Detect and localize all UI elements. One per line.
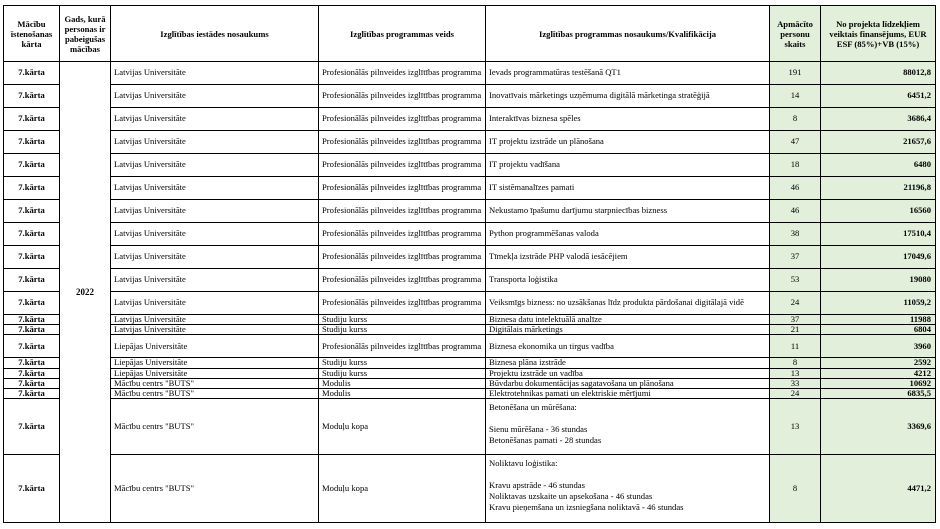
program-type-cell: Profesionālās pilnveides izglītības programma — [319, 154, 486, 177]
table-row — [4, 358, 936, 368]
program-type-cell: Studiju kurss — [319, 358, 486, 368]
institution-cell: Latvijas Universitāte — [111, 131, 319, 154]
count-cell: 18 — [770, 154, 821, 177]
count-cell: 8 — [770, 455, 821, 523]
table-row — [4, 315, 936, 325]
count-cell: 46 — [770, 200, 821, 223]
program-name-line: Noliktavas uzskaite un apsekošana - 46 stundas — [489, 491, 653, 502]
funding-cell: 10692 — [821, 378, 936, 388]
table-row — [4, 399, 936, 455]
count-cell: 13 — [770, 399, 821, 455]
program-name-line — [489, 413, 766, 424]
table-row — [4, 108, 936, 131]
program-type-cell: Profesionālās pilnveides izglītības programma — [319, 131, 486, 154]
table-row — [4, 200, 936, 223]
funding-cell: 11988 — [821, 315, 936, 325]
institution-cell: Latvijas Universitāte — [111, 200, 319, 223]
funding-cell: 6451,2 — [821, 85, 936, 108]
program-name-line: Betonēšanas pamati - 28 stundas — [489, 435, 602, 446]
count-cell: 24 — [770, 389, 821, 399]
table-row — [4, 335, 936, 358]
count-cell: 47 — [770, 131, 821, 154]
institution-cell: Latvijas Universitāte — [111, 62, 319, 85]
karta-cell: 7.kārta — [4, 378, 60, 388]
funding-cell: 6835,5 — [821, 389, 936, 399]
karta-cell: 7.kārta — [4, 335, 60, 358]
year-cell: 2022 — [60, 62, 111, 523]
institution-cell: Liepājas Universitāte — [111, 368, 319, 378]
karta-cell: 7.kārta — [4, 246, 60, 269]
karta-cell: 7.kārta — [4, 292, 60, 315]
program-name-cell: Biznesa datu intelektuālā analīze — [486, 315, 770, 325]
karta-cell: 7.kārta — [4, 223, 60, 246]
header-funding: No projekta līdzekļiem veiktais finansējums, EUR ESF (85%)+VB (15%) — [821, 6, 936, 62]
institution-cell: Liepājas Universitāte — [111, 358, 319, 368]
table-row — [4, 62, 936, 85]
karta-cell: 7.kārta — [4, 269, 60, 292]
table-row — [4, 223, 936, 246]
institution-cell: Latvijas Universitāte — [111, 223, 319, 246]
count-cell: 46 — [770, 177, 821, 200]
program-type-cell: Modulis — [319, 389, 486, 399]
funding-cell: 17510,4 — [821, 223, 936, 246]
program-type-cell: Studiju kurss — [319, 315, 486, 325]
table-row — [4, 455, 936, 523]
count-cell: 8 — [770, 358, 821, 368]
program-type-cell: Modulis — [319, 378, 486, 388]
table-row — [4, 131, 936, 154]
program-name-cell: Elektrotehnikas pamati un elektriskie mērījumi — [486, 389, 770, 399]
program-name-line: Noliktavu loģistika: — [489, 458, 558, 469]
funding-cell: 16560 — [821, 200, 936, 223]
table-row — [4, 177, 936, 200]
karta-cell: 7.kārta — [4, 85, 60, 108]
table-row — [4, 368, 936, 378]
institution-cell: Liepājas Universitāte — [111, 335, 319, 358]
funding-cell: 4212 — [821, 368, 936, 378]
count-cell: 24 — [770, 292, 821, 315]
karta-cell: 7.kārta — [4, 200, 60, 223]
karta-cell: 7.kārta — [4, 315, 60, 325]
program-name-cell: IT sistēmanalīzes pamati — [486, 177, 770, 200]
training-table — [3, 5, 936, 523]
program-name-cell: IT projektu izstrāde un plānošana — [486, 131, 770, 154]
karta-cell: 7.kārta — [4, 368, 60, 378]
funding-cell: 21657,6 — [821, 131, 936, 154]
program-type-cell: Profesionālās pilnveides izglītības programma — [319, 246, 486, 269]
institution-cell: Latvijas Universitāte — [111, 315, 319, 325]
funding-cell: 6480 — [821, 154, 936, 177]
funding-cell: 17049,6 — [821, 246, 936, 269]
header-program-type: Izglītības programmas veids — [319, 6, 486, 62]
count-cell: 33 — [770, 378, 821, 388]
program-type-cell: Profesionālās pilnveides izglītības programma — [319, 269, 486, 292]
program-type-cell: Profesionālās pilnveides izglītības programma — [319, 335, 486, 358]
header-program-name: Izglītības programmas nosaukums/Kvalifikācija — [486, 6, 770, 62]
funding-cell: 4471,2 — [821, 455, 936, 523]
program-type-cell: Profesionālās pilnveides izglītības programma — [319, 108, 486, 131]
program-name-cell: IT projektu vadīšana — [486, 154, 770, 177]
program-name-cell: Python programmēšanas valoda — [486, 223, 770, 246]
header-karta: Mācību īstenošanas kārta — [4, 6, 60, 62]
table-row — [4, 389, 936, 399]
program-name-line: Betonēšana un mūrēšana: — [489, 402, 577, 413]
funding-cell: 3960 — [821, 335, 936, 358]
header-row — [4, 6, 936, 62]
institution-cell: Latvijas Universitāte — [111, 85, 319, 108]
program-name-cell: Biznesa ekonomika un tirgus vadība — [486, 335, 770, 358]
karta-cell: 7.kārta — [4, 399, 60, 455]
table-row — [4, 292, 936, 315]
program-name-cell: Interaktīvas biznesa spēles — [486, 108, 770, 131]
funding-cell: 2592 — [821, 358, 936, 368]
institution-cell: Latvijas Universitāte — [111, 177, 319, 200]
institution-cell: Mācību centrs "BUTS" — [111, 455, 319, 523]
table-row — [4, 85, 936, 108]
program-name-cell: Biznesa plāna izstrāde — [486, 358, 770, 368]
program-type-cell: Profesionālās pilnveides izglītības programma — [319, 62, 486, 85]
table-row — [4, 378, 936, 388]
program-name-cell: Veiksmīgs bizness: no uzsākšanas līdz produkta pārdošanai digitālajā vidē — [486, 292, 770, 315]
karta-cell: 7.kārta — [4, 131, 60, 154]
institution-cell: Latvijas Universitāte — [111, 246, 319, 269]
institution-cell: Latvijas Universitāte — [111, 269, 319, 292]
program-name-cell — [486, 399, 770, 455]
karta-cell: 7.kārta — [4, 455, 60, 523]
count-cell: 191 — [770, 62, 821, 85]
table-row — [4, 269, 936, 292]
header-institution: Izglītības iestādes nosaukums — [111, 6, 319, 62]
funding-cell: 21196,8 — [821, 177, 936, 200]
table-row — [4, 246, 936, 269]
karta-cell: 7.kārta — [4, 358, 60, 368]
program-type-cell: Moduļu kopa — [319, 455, 486, 523]
count-cell: 37 — [770, 246, 821, 269]
count-cell: 13 — [770, 368, 821, 378]
institution-cell: Latvijas Universitāte — [111, 325, 319, 335]
program-name-line: Sienu mūrēšana - 36 stundas — [489, 424, 588, 435]
program-name-cell: Projektu izstrāde un vadība — [486, 368, 770, 378]
karta-cell: 7.kārta — [4, 62, 60, 85]
program-name-cell: Tīmekļa izstrāde PHP valodā iesācējiem — [486, 246, 770, 269]
program-name-line — [489, 469, 766, 480]
funding-cell: 88012,8 — [821, 62, 936, 85]
count-cell: 53 — [770, 269, 821, 292]
program-type-cell: Studiju kurss — [319, 368, 486, 378]
program-type-cell: Studiju kurss — [319, 325, 486, 335]
program-type-cell: Profesionālās pilnveides izglītības programma — [319, 292, 486, 315]
program-name-line: Kravu pieņemšana un izsniegšana noliktavā - 46 stundas — [489, 502, 684, 513]
program-type-cell: Profesionālās pilnveides izglītības programma — [319, 177, 486, 200]
count-cell: 8 — [770, 108, 821, 131]
count-cell: 11 — [770, 335, 821, 358]
program-type-cell: Moduļu kopa — [319, 399, 486, 455]
table-row — [4, 154, 936, 177]
karta-cell: 7.kārta — [4, 389, 60, 399]
header-year: Gads, kurā personas ir pabeigušas mācības — [60, 6, 111, 62]
karta-cell: 7.kārta — [4, 154, 60, 177]
program-name-cell — [486, 455, 770, 523]
count-cell: 14 — [770, 85, 821, 108]
program-name-cell: Transporta loģistika — [486, 269, 770, 292]
program-type-cell: Profesionālās pilnveides izglītības programma — [319, 200, 486, 223]
institution-cell: Mācību centrs "BUTS" — [111, 389, 319, 399]
program-name-cell: Inovatīvais mārketings uzņēmuma digitālā mārketinga stratēģijā — [486, 85, 770, 108]
funding-cell: 19080 — [821, 269, 936, 292]
program-name-cell: Ievads programmatūras testēšanā QT1 — [486, 62, 770, 85]
program-type-cell: Profesionālās pilnveides izglītības programma — [319, 223, 486, 246]
institution-cell: Mācību centrs "BUTS" — [111, 378, 319, 388]
program-type-cell: Profesionālās pilnveides izglītības programma — [319, 85, 486, 108]
funding-cell: 3369,6 — [821, 399, 936, 455]
table-row — [4, 325, 936, 335]
karta-cell: 7.kārta — [4, 177, 60, 200]
header-count: Apmācīto personu skaits — [770, 6, 821, 62]
count-cell: 37 — [770, 315, 821, 325]
institution-cell: Mācību centrs "BUTS" — [111, 399, 319, 455]
institution-cell: Latvijas Universitāte — [111, 108, 319, 131]
program-name-cell: Būvdarbu dokumentācijas sagatavošana un plānošana — [486, 378, 770, 388]
funding-cell: 11059,2 — [821, 292, 936, 315]
program-name-cell: Nekustamo īpašumu darījumu starpniecības bizness — [486, 200, 770, 223]
institution-cell: Latvijas Universitāte — [111, 292, 319, 315]
funding-cell: 3686,4 — [821, 108, 936, 131]
count-cell: 21 — [770, 325, 821, 335]
program-name-cell: Digitālais mārketings — [486, 325, 770, 335]
funding-cell: 6804 — [821, 325, 936, 335]
count-cell: 38 — [770, 223, 821, 246]
karta-cell: 7.kārta — [4, 325, 60, 335]
institution-cell: Latvijas Universitāte — [111, 154, 319, 177]
karta-cell: 7.kārta — [4, 108, 60, 131]
program-name-line: Kravu apstrāde - 46 stundas — [489, 480, 585, 491]
